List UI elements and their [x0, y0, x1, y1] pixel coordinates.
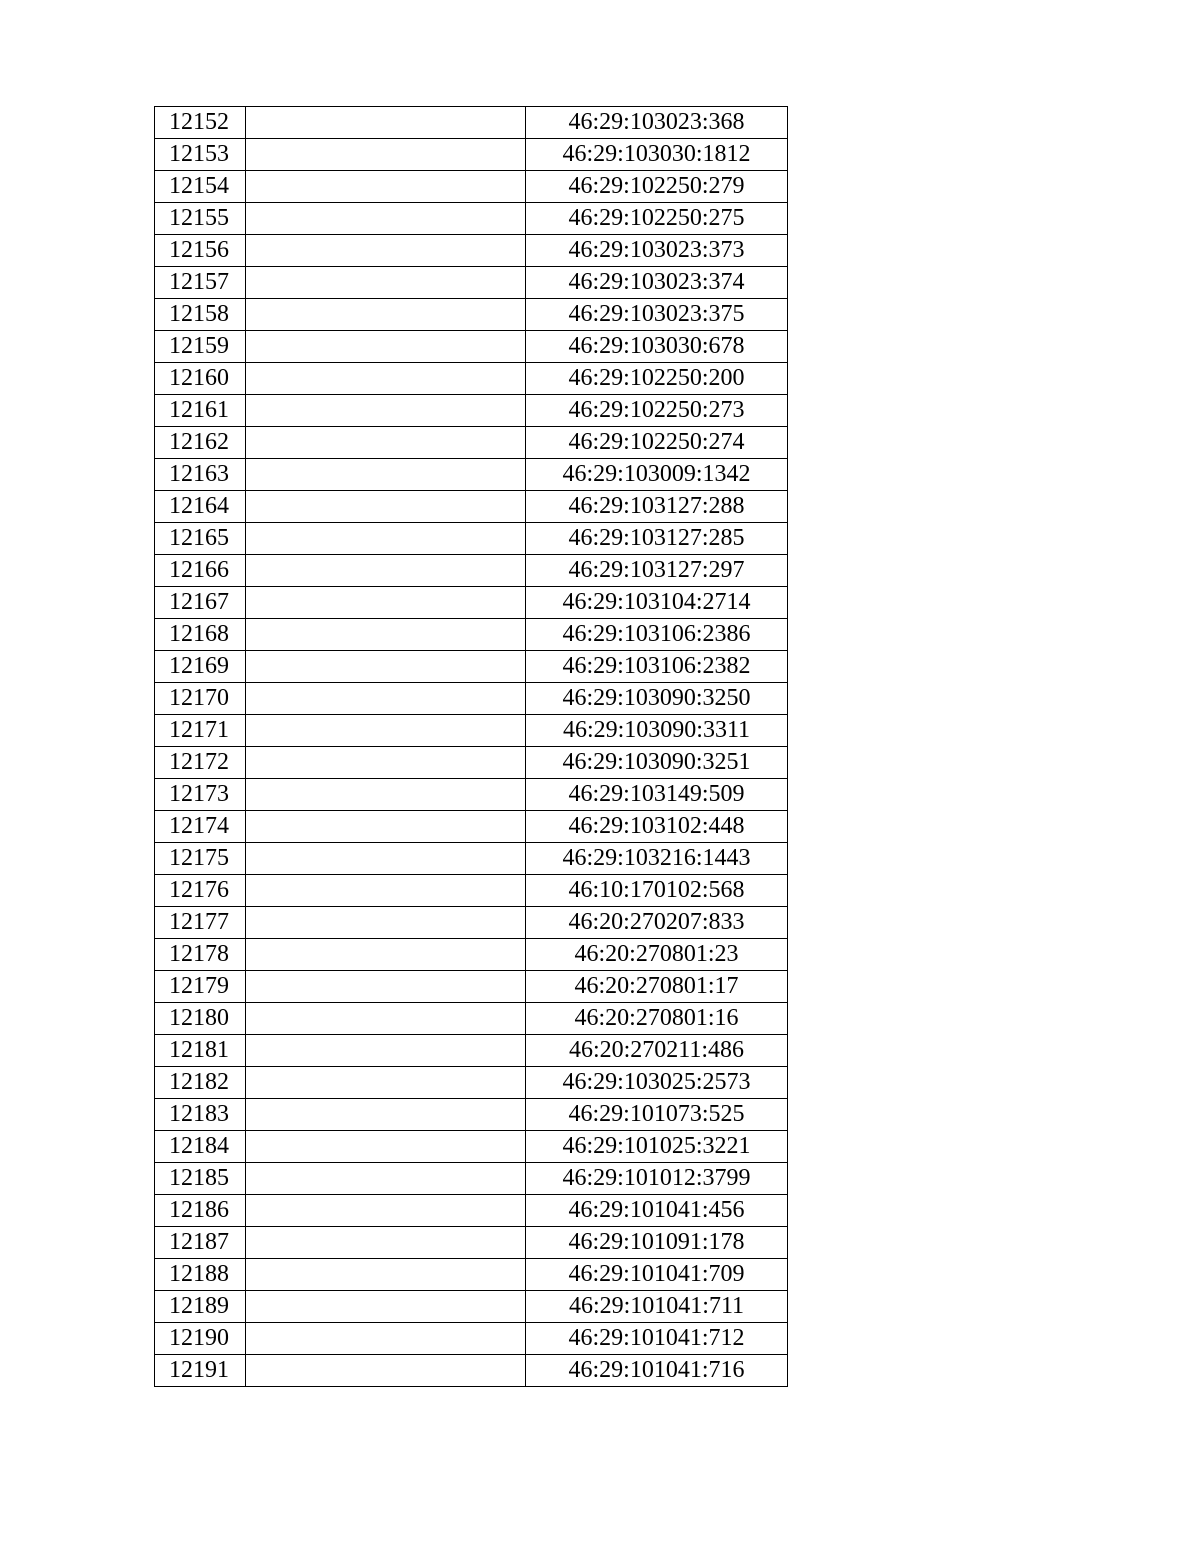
- cadastral-number-cell: 46:29:102250:200: [526, 363, 788, 395]
- empty-cell: [246, 811, 526, 843]
- table-row: [155, 683, 788, 715]
- empty-cell: [246, 747, 526, 779]
- row-number-cell: 12185: [155, 1163, 246, 1195]
- row-number-cell: 12154: [155, 171, 246, 203]
- row-number-cell: 12174: [155, 811, 246, 843]
- table-row: [155, 555, 788, 587]
- cadastral-number-cell: 46:29:101012:3799: [526, 1163, 788, 1195]
- table-row: [155, 331, 788, 363]
- table-row: [155, 939, 788, 971]
- cadastral-number-cell: 46:29:103090:3311: [526, 715, 788, 747]
- cadastral-number-cell: 46:29:102250:274: [526, 427, 788, 459]
- row-number-cell: 12164: [155, 491, 246, 523]
- table-row: [155, 235, 788, 267]
- cadastral-number-cell: 46:29:101041:711: [526, 1291, 788, 1323]
- cadastral-number-cell: 46:29:103090:3250: [526, 683, 788, 715]
- cadastral-number-cell: 46:29:103106:2386: [526, 619, 788, 651]
- row-number-cell: 12167: [155, 587, 246, 619]
- empty-cell: [246, 651, 526, 683]
- table-body: [155, 107, 788, 1387]
- empty-cell: [246, 683, 526, 715]
- cadastral-number-cell: 46:29:101073:525: [526, 1099, 788, 1131]
- row-number-cell: 12176: [155, 875, 246, 907]
- table-row: [155, 1291, 788, 1323]
- row-number-cell: 12186: [155, 1195, 246, 1227]
- row-number-cell: 12163: [155, 459, 246, 491]
- table-row: [155, 203, 788, 235]
- cadastral-number-cell: 46:20:270801:17: [526, 971, 788, 1003]
- row-number-cell: 12156: [155, 235, 246, 267]
- row-number-cell: 12169: [155, 651, 246, 683]
- table-row: [155, 523, 788, 555]
- empty-cell: [246, 1035, 526, 1067]
- empty-cell: [246, 875, 526, 907]
- empty-cell: [246, 235, 526, 267]
- cadastral-number-cell: 46:10:170102:568: [526, 875, 788, 907]
- empty-cell: [246, 1003, 526, 1035]
- table-row: [155, 843, 788, 875]
- empty-cell: [246, 907, 526, 939]
- table-row: [155, 651, 788, 683]
- table-row: [155, 587, 788, 619]
- row-number-cell: 12180: [155, 1003, 246, 1035]
- row-number-cell: 12166: [155, 555, 246, 587]
- row-number-cell: 12184: [155, 1131, 246, 1163]
- row-number-cell: 12158: [155, 299, 246, 331]
- empty-cell: [246, 427, 526, 459]
- empty-cell: [246, 1355, 526, 1387]
- row-number-cell: 12172: [155, 747, 246, 779]
- table-row: [155, 907, 788, 939]
- row-number-cell: 12190: [155, 1323, 246, 1355]
- table-row: [155, 619, 788, 651]
- table-row: [155, 139, 788, 171]
- table-row: [155, 779, 788, 811]
- table-row: [155, 171, 788, 203]
- row-number-cell: 12159: [155, 331, 246, 363]
- empty-cell: [246, 267, 526, 299]
- empty-cell: [246, 843, 526, 875]
- cadastral-number-cell: 46:29:102250:279: [526, 171, 788, 203]
- empty-cell: [246, 971, 526, 1003]
- cadastral-number-cell: 46:29:101041:712: [526, 1323, 788, 1355]
- cadastral-number-cell: 46:29:103127:288: [526, 491, 788, 523]
- cadastral-number-cell: 46:29:103030:678: [526, 331, 788, 363]
- empty-cell: [246, 1131, 526, 1163]
- table-row: [155, 363, 788, 395]
- table-row: [155, 459, 788, 491]
- table-row: [155, 299, 788, 331]
- cadastral-number-cell: 46:29:103216:1443: [526, 843, 788, 875]
- table-row: [155, 1227, 788, 1259]
- row-number-cell: 12179: [155, 971, 246, 1003]
- cadastral-number-cell: 46:29:103023:373: [526, 235, 788, 267]
- cadastral-number-cell: 46:20:270207:833: [526, 907, 788, 939]
- cadastral-number-cell: 46:29:101025:3221: [526, 1131, 788, 1163]
- empty-cell: [246, 299, 526, 331]
- cadastral-number-cell: 46:20:270211:486: [526, 1035, 788, 1067]
- empty-cell: [246, 939, 526, 971]
- row-number-cell: 12153: [155, 139, 246, 171]
- row-number-cell: 12173: [155, 779, 246, 811]
- row-number-cell: 12183: [155, 1099, 246, 1131]
- cadastral-number-cell: 46:29:101041:716: [526, 1355, 788, 1387]
- cadastral-number-cell: 46:29:103023:375: [526, 299, 788, 331]
- row-number-cell: 12182: [155, 1067, 246, 1099]
- empty-cell: [246, 491, 526, 523]
- cadastral-number-cell: 46:29:103023:368: [526, 107, 788, 139]
- row-number-cell: 12157: [155, 267, 246, 299]
- table-row: [155, 1323, 788, 1355]
- table-row: [155, 107, 788, 139]
- row-number-cell: 12175: [155, 843, 246, 875]
- cadastral-table: [154, 106, 788, 1387]
- cadastral-number-cell: 46:29:103102:448: [526, 811, 788, 843]
- empty-cell: [246, 1323, 526, 1355]
- table-row: [155, 1067, 788, 1099]
- cadastral-number-cell: 46:29:103127:297: [526, 555, 788, 587]
- row-number-cell: 12177: [155, 907, 246, 939]
- empty-cell: [246, 587, 526, 619]
- empty-cell: [246, 139, 526, 171]
- table-row: [155, 715, 788, 747]
- table-row: [155, 1355, 788, 1387]
- table-row: [155, 1099, 788, 1131]
- cadastral-number-cell: 46:29:102250:275: [526, 203, 788, 235]
- empty-cell: [246, 1259, 526, 1291]
- table-row: [155, 1163, 788, 1195]
- row-number-cell: 12188: [155, 1259, 246, 1291]
- cadastral-number-cell: 46:29:103090:3251: [526, 747, 788, 779]
- table-row: [155, 1003, 788, 1035]
- table-row: [155, 395, 788, 427]
- empty-cell: [246, 459, 526, 491]
- empty-cell: [246, 203, 526, 235]
- cadastral-number-cell: 46:29:102250:273: [526, 395, 788, 427]
- row-number-cell: 12162: [155, 427, 246, 459]
- empty-cell: [246, 619, 526, 651]
- cadastral-number-cell: 46:29:103023:374: [526, 267, 788, 299]
- empty-cell: [246, 331, 526, 363]
- empty-cell: [246, 107, 526, 139]
- empty-cell: [246, 1195, 526, 1227]
- row-number-cell: 12168: [155, 619, 246, 651]
- cadastral-number-cell: 46:29:103127:285: [526, 523, 788, 555]
- table-row: [155, 267, 788, 299]
- cadastral-number-cell: 46:20:270801:23: [526, 939, 788, 971]
- row-number-cell: 12170: [155, 683, 246, 715]
- empty-cell: [246, 1163, 526, 1195]
- table-row: [155, 491, 788, 523]
- row-number-cell: 12189: [155, 1291, 246, 1323]
- row-number-cell: 12160: [155, 363, 246, 395]
- row-number-cell: 12171: [155, 715, 246, 747]
- empty-cell: [246, 1291, 526, 1323]
- cadastral-number-cell: 46:29:103025:2573: [526, 1067, 788, 1099]
- cadastral-number-cell: 46:29:103030:1812: [526, 139, 788, 171]
- table-row: [155, 1195, 788, 1227]
- table-row: [155, 811, 788, 843]
- empty-cell: [246, 395, 526, 427]
- empty-cell: [246, 523, 526, 555]
- row-number-cell: 12165: [155, 523, 246, 555]
- empty-cell: [246, 1067, 526, 1099]
- row-number-cell: 12152: [155, 107, 246, 139]
- empty-cell: [246, 555, 526, 587]
- cadastral-number-cell: 46:29:101091:178: [526, 1227, 788, 1259]
- cadastral-number-cell: 46:29:103009:1342: [526, 459, 788, 491]
- empty-cell: [246, 363, 526, 395]
- empty-cell: [246, 715, 526, 747]
- row-number-cell: 12178: [155, 939, 246, 971]
- empty-cell: [246, 171, 526, 203]
- cadastral-number-cell: 46:29:103104:2714: [526, 587, 788, 619]
- cadastral-number-cell: 46:29:103149:509: [526, 779, 788, 811]
- empty-cell: [246, 779, 526, 811]
- cadastral-number-cell: 46:29:101041:709: [526, 1259, 788, 1291]
- empty-cell: [246, 1099, 526, 1131]
- cadastral-number-cell: 46:29:101041:456: [526, 1195, 788, 1227]
- table-row: [155, 747, 788, 779]
- cadastral-number-cell: 46:20:270801:16: [526, 1003, 788, 1035]
- row-number-cell: 12155: [155, 203, 246, 235]
- row-number-cell: 12161: [155, 395, 246, 427]
- row-number-cell: 12181: [155, 1035, 246, 1067]
- table-row: [155, 971, 788, 1003]
- table-row: [155, 427, 788, 459]
- row-number-cell: 12187: [155, 1227, 246, 1259]
- table-row: [155, 875, 788, 907]
- empty-cell: [246, 1227, 526, 1259]
- table-row: [155, 1259, 788, 1291]
- row-number-cell: 12191: [155, 1355, 246, 1387]
- cadastral-number-cell: 46:29:103106:2382: [526, 651, 788, 683]
- table-row: [155, 1131, 788, 1163]
- table-row: [155, 1035, 788, 1067]
